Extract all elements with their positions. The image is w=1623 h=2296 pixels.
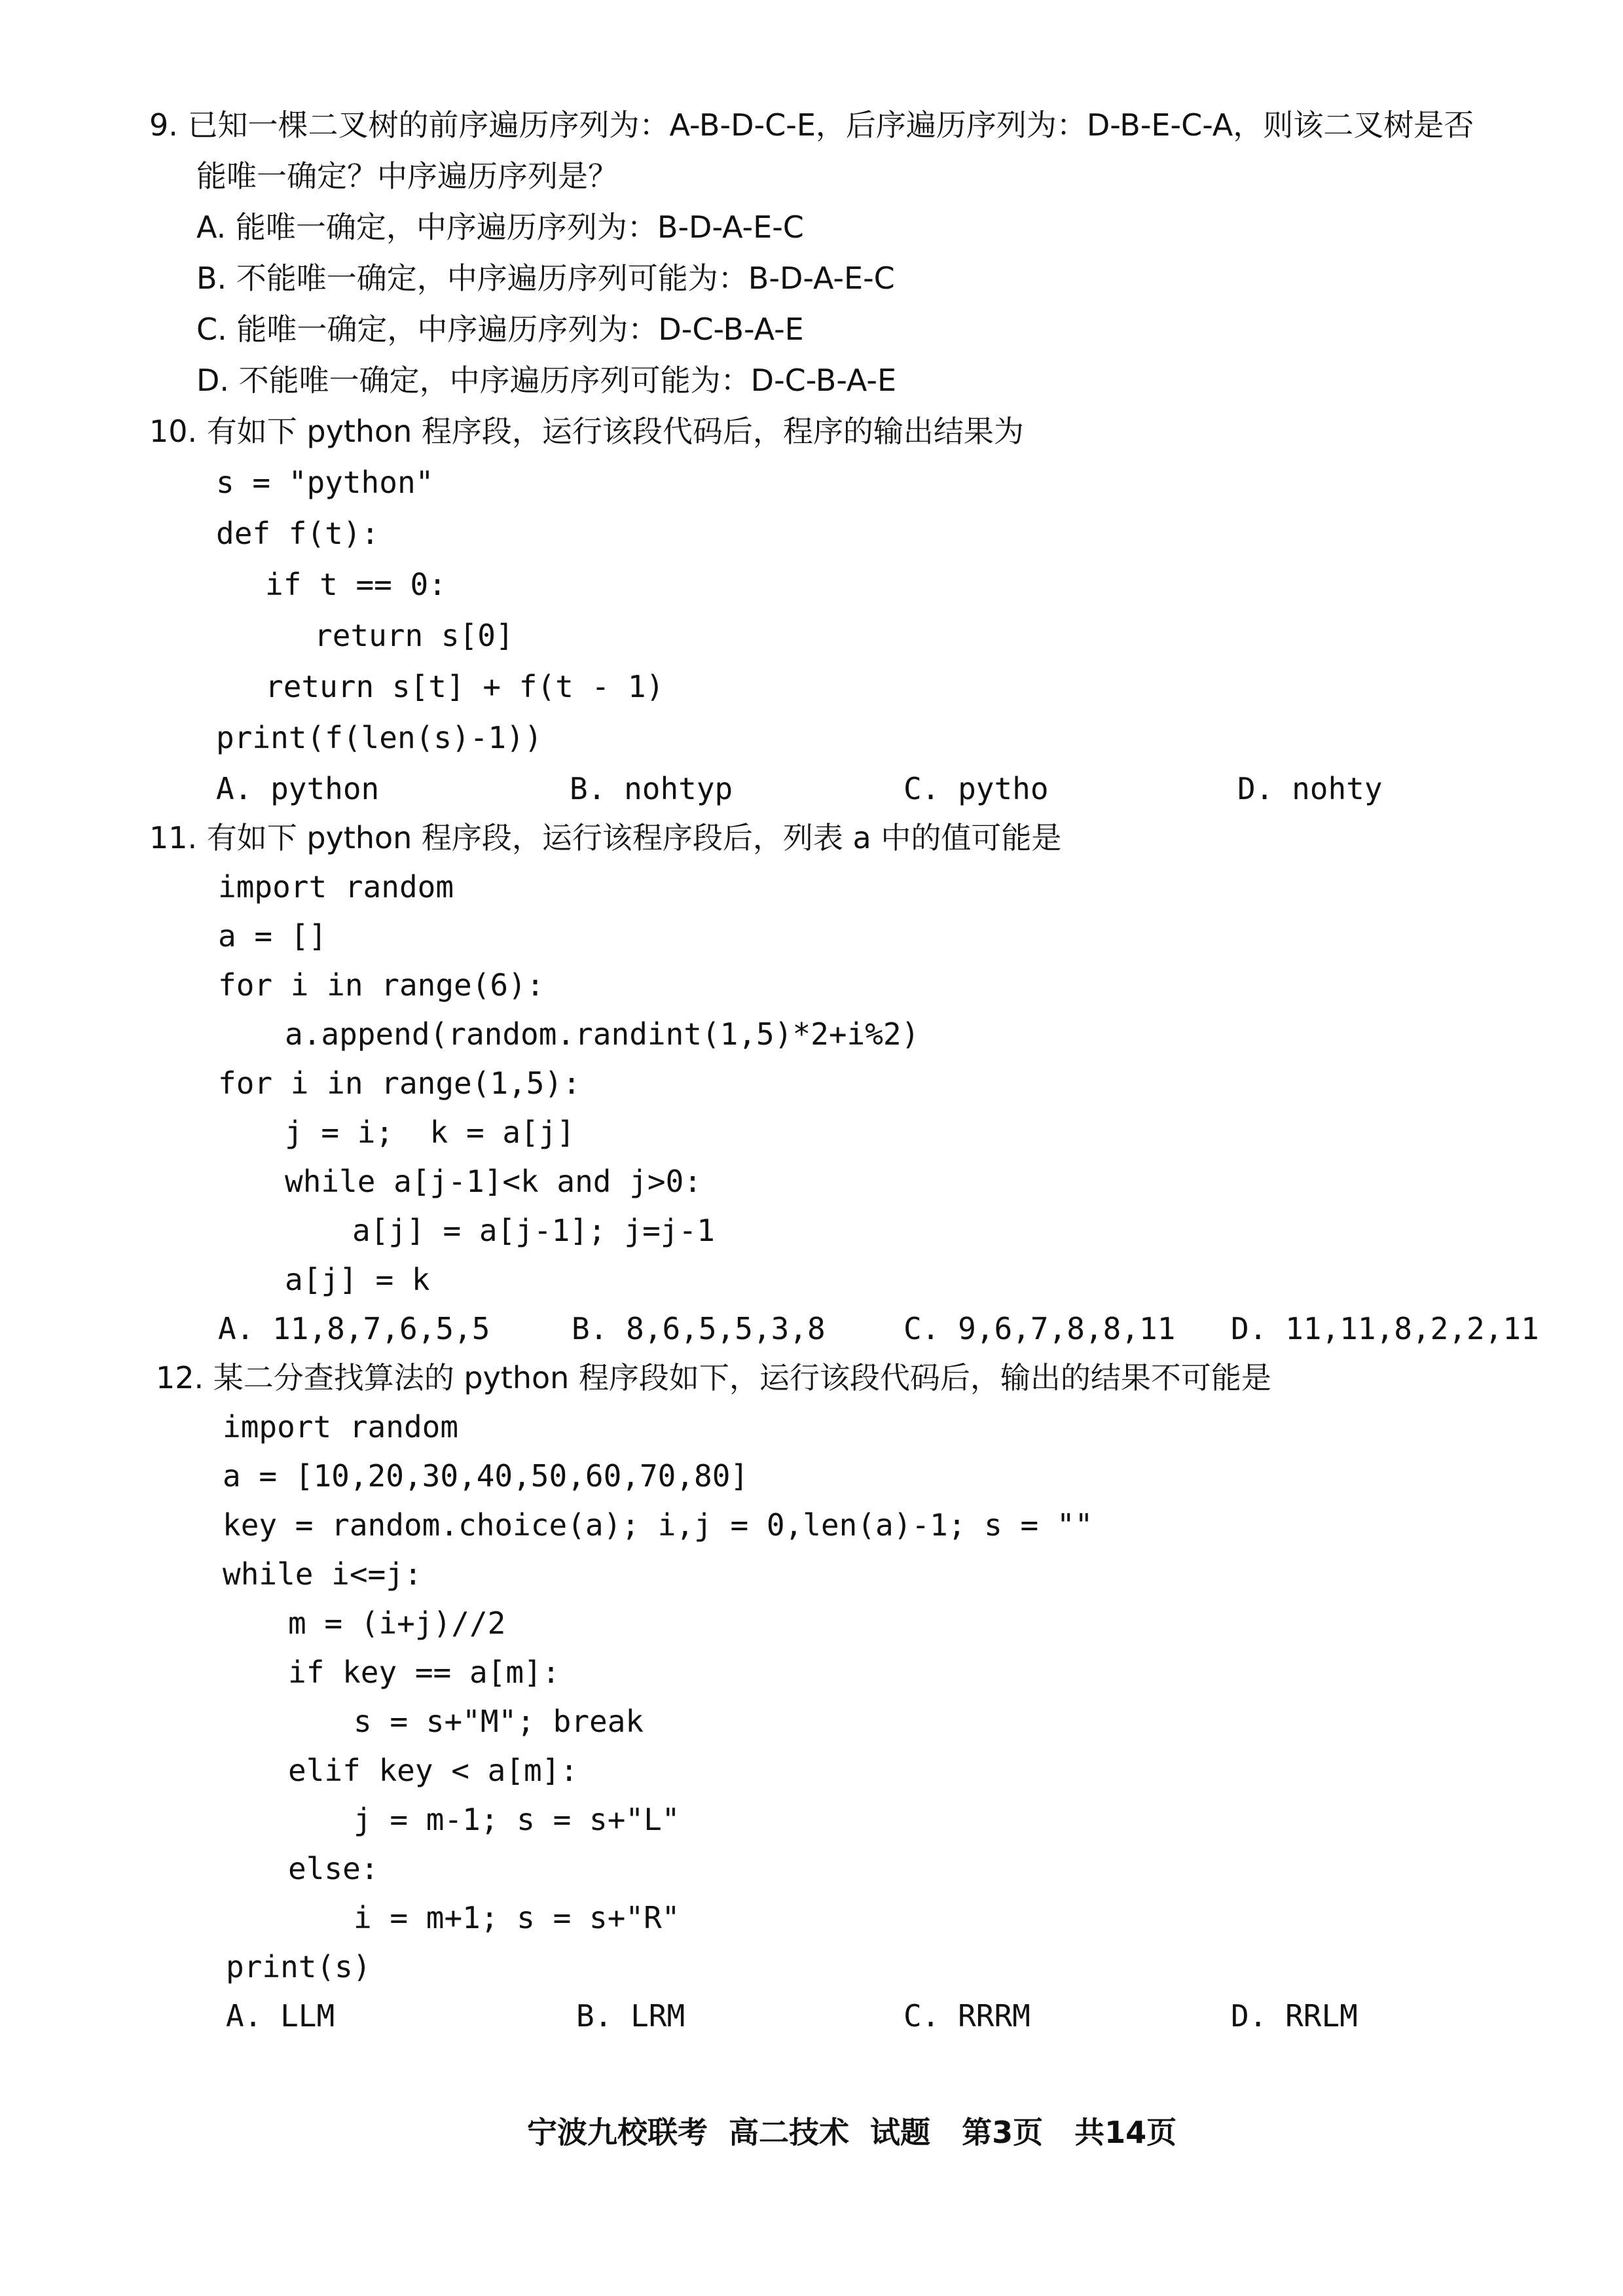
q9-option-b: B. 不能唯一确定，中序遍历序列可能为：B-D-A-E-C bbox=[196, 260, 895, 296]
q11-option-d: D. 11,11,8,2,2,11 bbox=[1231, 1311, 1539, 1346]
q10-option-b: B. nohtyp bbox=[570, 771, 733, 806]
q12-code-line: if key == a[m]: bbox=[288, 1655, 560, 1690]
q9-stem-line1: 9. 已知一棵二叉树的前序遍历序列为：A-B-D-C-E，后序遍历序列为：D-B-E-C-A，则该二叉树是否 bbox=[149, 107, 1474, 143]
q10-code-line: if t == 0: bbox=[265, 567, 447, 602]
q12-option-c: C. RRRM bbox=[903, 1998, 1030, 2034]
q9-option-d: D. 不能唯一确定，中序遍历序列可能为：D-C-B-A-E bbox=[196, 363, 897, 398]
q11-code-line: a[j] = a[j-1]; j=j-1 bbox=[352, 1213, 715, 1248]
q11-code-line: a[j] = k bbox=[285, 1262, 430, 1297]
q11-option-b: B. 8,6,5,5,3,8 bbox=[572, 1311, 826, 1346]
q12-code-line: import random bbox=[223, 1409, 459, 1444]
q11-code-line: a.append(random.randint(1,5)*2+i%2) bbox=[285, 1016, 920, 1052]
q12-option-d: D. RRLM bbox=[1231, 1998, 1358, 2034]
q12-code-line: while i<=j: bbox=[223, 1556, 422, 1592]
page-footer: 宁波九校联考 高二技术 试题 第3页 共14页 bbox=[527, 2115, 1177, 2150]
q10-stem: 10. 有如下 python 程序段，运行该段代码后，程序的输出结果为 bbox=[149, 414, 1024, 449]
q10-code-line: return s[0] bbox=[314, 618, 514, 653]
q11-stem: 11. 有如下 python 程序段，运行该程序段后，列表 a 中的值可能是 bbox=[149, 820, 1062, 855]
q12-code-line: s = s+"M"; break bbox=[354, 1704, 644, 1739]
q12-code-line: print(s) bbox=[226, 1949, 371, 1984]
q11-code-line: j = i; k = a[j] bbox=[285, 1115, 575, 1150]
q10-option-c: C. pytho bbox=[903, 771, 1049, 806]
q11-code-line: while a[j-1]<k and j>0: bbox=[285, 1164, 702, 1199]
q10-code-line: return s[t] + f(t - 1) bbox=[265, 669, 665, 704]
q12-code-line: i = m+1; s = s+"R" bbox=[354, 1900, 680, 1935]
q10-code-line: def f(t): bbox=[216, 516, 380, 551]
q11-code-line: import random bbox=[218, 869, 454, 905]
q12-code-line: a = [10,20,30,40,50,60,70,80] bbox=[223, 1458, 749, 1494]
q10-option-a: A. python bbox=[216, 771, 380, 806]
q12-option-b: B. LRM bbox=[576, 1998, 685, 2034]
q11-code-line: for i in range(1,5): bbox=[218, 1066, 581, 1101]
q9-option-a: A. 能唯一确定，中序遍历序列为：B-D-A-E-C bbox=[196, 209, 804, 245]
q11-code-line: a = [] bbox=[218, 918, 327, 954]
q11-code-line: for i in range(6): bbox=[218, 967, 545, 1003]
q12-code-line: key = random.choice(a); i,j = 0,len(a)-1; s = "" bbox=[223, 1507, 1093, 1543]
q12-code-line: elif key < a[m]: bbox=[288, 1753, 579, 1788]
q10-code-line: print(f(len(s)-1)) bbox=[216, 720, 543, 755]
q12-stem: 12. 某二分查找算法的 python 程序段如下，运行该段代码后，输出的结果不可能是 bbox=[156, 1360, 1271, 1395]
q12-code-line: m = (i+j)//2 bbox=[288, 1605, 506, 1641]
q12-code-line: j = m-1; s = s+"L" bbox=[354, 1802, 680, 1837]
q9-stem-line2: 能唯一确定？中序遍历序列是？ bbox=[196, 158, 618, 194]
q9-option-c: C. 能唯一确定，中序遍历序列为：D-C-B-A-E bbox=[196, 312, 804, 347]
q10-option-d: D. nohty bbox=[1237, 771, 1383, 806]
q12-code-line: else: bbox=[288, 1851, 379, 1886]
q12-option-a: A. LLM bbox=[226, 1998, 335, 2034]
q11-option-c: C. 9,6,7,8,8,11 bbox=[903, 1311, 1176, 1346]
q10-code-line: s = "python" bbox=[216, 465, 434, 500]
q11-option-a: A. 11,8,7,6,5,5 bbox=[218, 1311, 490, 1346]
